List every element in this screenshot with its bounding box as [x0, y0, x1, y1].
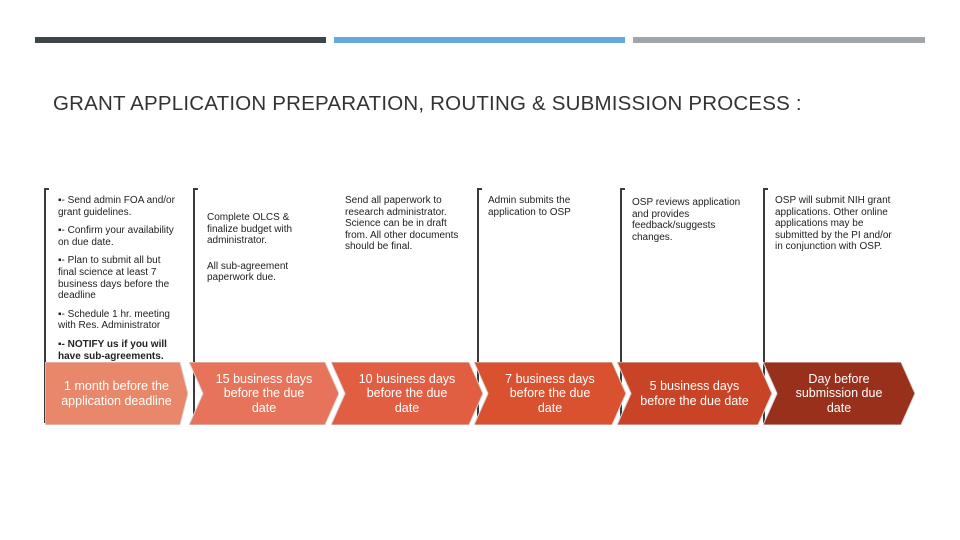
step-1-detail-2: ▪- Confirm your availability on due date. — [58, 225, 174, 248]
step-3-detail-1: Send all paperwork to research administrator. Science can be in draft from. All other documents should be final. — [345, 195, 459, 253]
timeline-step-6-label: Day before submission due date — [795, 371, 883, 415]
timeline-step-6 — [763, 362, 915, 425]
accent-bar-blue — [334, 37, 625, 43]
step-5-detail-1: OSP reviews application and provides feedback/suggests changes. — [632, 197, 741, 243]
step-1-detail-3: ▪- Plan to submit all but final science at least 7 business days before the deadline — [58, 255, 170, 302]
timeline-step-1 — [45, 362, 188, 425]
timeline-step-2 — [189, 362, 339, 425]
timeline-step-1-label: 1 month before the application deadline — [61, 379, 172, 408]
step-1-detail-5: ▪- NOTIFY us if you will have sub-agreements. — [58, 338, 167, 362]
step-6-detail-1: OSP will submit NIH grant applications. Other online applications may be submitted by the PI and/or in conjunction with OSP. — [775, 195, 892, 253]
timeline-step-2-label: 15 business days before the due date — [215, 371, 313, 415]
timeline-step-3 — [331, 362, 483, 425]
step-1-detail-4: ▪- Schedule 1 hr. meeting with Res. Administrator — [58, 308, 170, 332]
timeline-step-4-label: 7 business days before the due date — [505, 371, 595, 415]
timeline-step-5 — [617, 362, 772, 425]
accent-bar-dark — [35, 37, 326, 43]
step-4-detail-1: Admin submits the application to OSP — [488, 195, 571, 218]
step-1-detail-1: ▪- Send admin FOA and/or grant guidelines. — [58, 195, 175, 218]
accent-bar-gray — [633, 37, 925, 43]
timeline-step-3-label: 10 business days before the due date — [358, 371, 456, 415]
page-title: GRANT APPLICATION PREPARATION, ROUTING & SUBMISSION PROCESS : — [53, 92, 802, 115]
step-2-detail-1: Complete OLCS & finalize budget with administrator. — [207, 212, 293, 247]
step-2-detail-2: All sub-agreement paperwork due. — [207, 260, 289, 284]
timeline-step-4 — [474, 362, 626, 425]
timeline-step-5-label: 5 business days before the due date — [640, 379, 749, 408]
